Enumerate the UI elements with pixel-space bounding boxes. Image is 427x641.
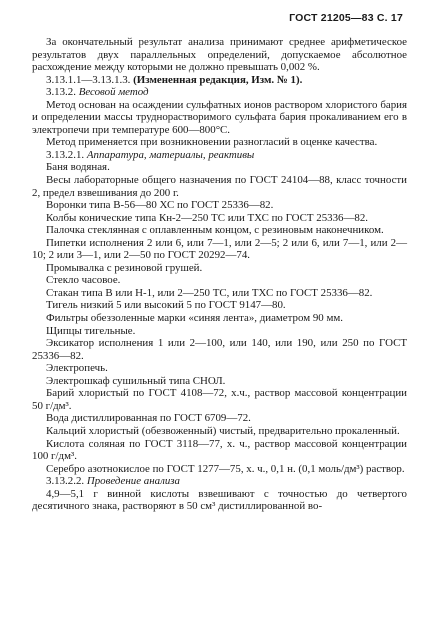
paragraph-method-basis: Метод основан на осаждении сульфатных ионов раствором хлористого бария и определении массы труднорастворимого сульфата бария прокаливанием его в электропечи при температуре 600—800°С. (32, 98, 407, 136)
list-item: Кислота соляная по ГОСТ 3118—77, х. ч., раствор массовой концентрации 100 г/дм³. (32, 437, 407, 463)
section-title: Аппаратура, материалы, реактивы (86, 148, 255, 161)
document-body (32, 36, 407, 513)
list-item: Воронки типа В-56—80 ХС по ГОСТ 25336—82. (46, 199, 274, 212)
list-item: Баня водяная. (46, 161, 110, 174)
standard-number: ГОСТ 21205—83 (289, 12, 374, 24)
list-item: Электрошкаф сушильный типа СНОЛ. (46, 374, 226, 387)
section-number: 3.13.1.1—3.13.1.3. (46, 73, 131, 86)
amendment-note (32, 74, 407, 87)
list-item: Вода дистиллированная по ГОСТ 6709—72. (46, 412, 251, 425)
list-item: Щипцы тигельные. (46, 324, 136, 337)
list-item: Стакан типа В или Н-1, или 2—250 ТС, или ТХС по ГОСТ 25336—82. (46, 286, 373, 299)
list-item: Электропечь. (46, 362, 108, 375)
amendment-text: (Измененная редакция, Изм. № 1). (133, 73, 303, 86)
list-item: Стекло часовое. (46, 274, 121, 287)
section-heading-procedure (32, 475, 407, 488)
page-header (289, 12, 403, 24)
paragraph-procedure: 4,9—5,1 г винной кислоты взвешивают с точностью до четвертого десятичного знака, растворяют в 50 см³ дистиллированной во- (32, 487, 407, 513)
list-item: Барий хлористый по ГОСТ 4108—72, х.ч., раствор массовой концентрации 50 г/дм³. (32, 387, 407, 412)
paragraph-method-usage: Метод применяется при возникновении разногласий в оценке качества. (46, 136, 378, 149)
paragraph-final-result: За окончательный результат анализа принимают среднее арифметическое результатов двух параллельных определений, допускаемое абсолютное расхождение между которыми не должно превышать 0,002 %. (32, 36, 407, 74)
list-item: Серебро азотнокислое по ГОСТ 1277—75, х. ч., 0,1 н. (0,1 моль/дм³) раствор. (46, 462, 405, 475)
section-number: 3.13.2.1. (46, 148, 85, 161)
list-item: Эксикатор исполнения 1 или 2—100, или 140, или 190, или 250 по ГОСТ 25336—82. (32, 337, 407, 362)
list-item: Пипетки исполнения 2 или 6, или 7—1, или 2—5; 2 или 6, или 7—1, или 2—10; 2 или 3—1, или 2—50 по ГОСТ 20292—74. (32, 236, 407, 262)
list-item: Кальций хлористый (обезвоженный) чистый, предварительно прокаленный. (46, 424, 400, 437)
list-item: Фильтры обеззоленные марки «синяя лента», диаметром 90 мм. (46, 312, 343, 325)
list-item: Колбы конические типа Кн-2—250 ТС или ТХС по ГОСТ 25336—82. (46, 211, 368, 224)
page-number: С. 17 (376, 12, 403, 24)
list-item: Тигель низкий 5 или высокий 5 по ГОСТ 9147—80. (46, 299, 286, 312)
section-number: 3.13.2. (46, 86, 76, 99)
section-title: Проведение анализа (86, 475, 180, 488)
list-item: Промывалка с резиновой грушей. (46, 261, 203, 274)
list-item: Палочка стеклянная с оплавленным концом, с резиновым наконечником. (46, 224, 384, 237)
section-title: Весовой метод (78, 86, 149, 99)
section-heading-apparatus (32, 149, 407, 162)
list-item: Весы лабораторные общего назначения по ГОСТ 24104—88, класс точности 2, предел взвешивания до 200 г. (32, 174, 407, 199)
section-heading-gravimetric (32, 86, 407, 99)
section-number: 3.13.2.2. (46, 475, 85, 488)
